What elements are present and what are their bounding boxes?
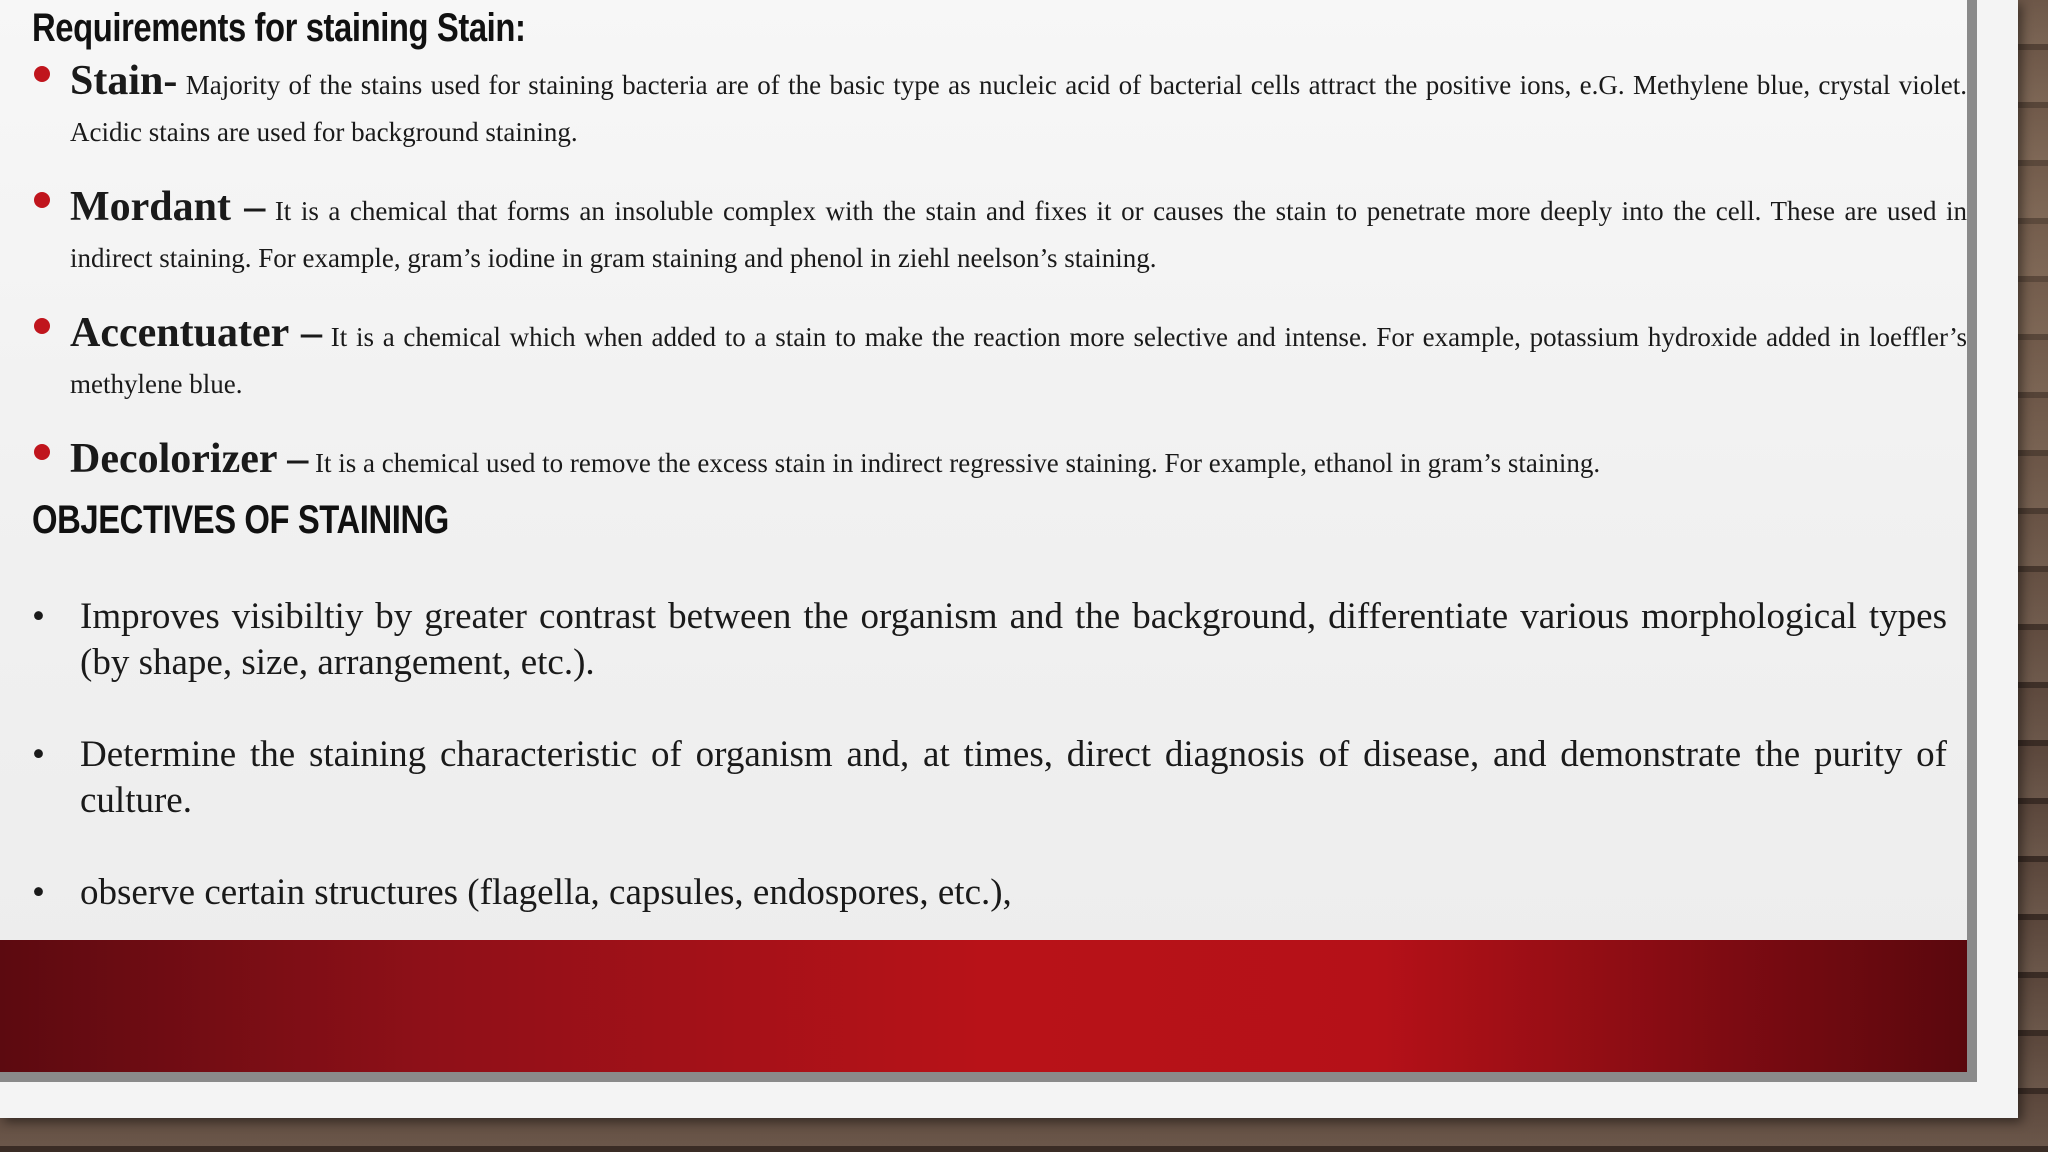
requirement-item-accentuater [32, 310, 1967, 408]
bullet-icon: • [32, 872, 45, 913]
requirements-heading: Requirements for staining Stain: [32, 6, 526, 50]
objective-item [32, 732, 1947, 824]
red-bullet-icon [34, 444, 50, 460]
requirement-item-decolorizer [32, 436, 1967, 487]
requirement-description: It is a chemical used to remove the excess stain in indirect regressive staining. For example, ethanol in gram’s staining. [308, 448, 1601, 478]
red-bullet-icon [34, 318, 50, 334]
requirement-term: Decolorizer – [70, 436, 309, 482]
objective-text: Determine the staining characteristic of organism and, at times, direct diagnosis of disease, and demonstrate the purity of culture. [80, 734, 1947, 821]
objective-text: observe certain structures (flagella, capsules, endospores, etc.), [80, 872, 1012, 913]
objective-item [32, 594, 1947, 686]
objectives-heading: OBJECTIVES OF STAINING [32, 498, 449, 542]
requirement-term: Mordant – [70, 184, 266, 230]
bullet-icon: • [32, 596, 45, 637]
bullet-icon: • [32, 734, 45, 775]
red-bullet-icon [34, 66, 50, 82]
red-footer-band [0, 940, 1967, 1072]
objective-text: Improves visibiltiy by greater contrast between the organism and the background, differentiate various morphological types (by shape, size, arrangement, etc.). [80, 596, 1947, 683]
requirement-description: It is a chemical which when added to a stain to make the reaction more selective and intense. For example, potassium hydroxide added in loeffler’s methylene blue. [70, 322, 1967, 399]
requirement-term: Stain- [70, 58, 178, 104]
red-bullet-icon [34, 192, 50, 208]
objective-item [32, 870, 1947, 916]
requirement-item-stain [32, 58, 1967, 156]
requirement-item-mordant [32, 184, 1967, 282]
requirement-description: Majority of the stains used for staining bacteria are of the basic type as nucleic acid of bacterial cells attract the positive ions, e.G. Methylene blue, crystal violet. Acidic stains are used for background staining. [70, 70, 1967, 147]
requirement-term: Accentuater – [70, 310, 322, 356]
requirement-description: It is a chemical that forms an insoluble complex with the stain and fixes it or causes the stain to penetrate more deeply into the cell. These are used in indirect staining. For example, gram’s iodine in gram staining and phenol in ziehl neelson’s staining. [70, 196, 1967, 273]
